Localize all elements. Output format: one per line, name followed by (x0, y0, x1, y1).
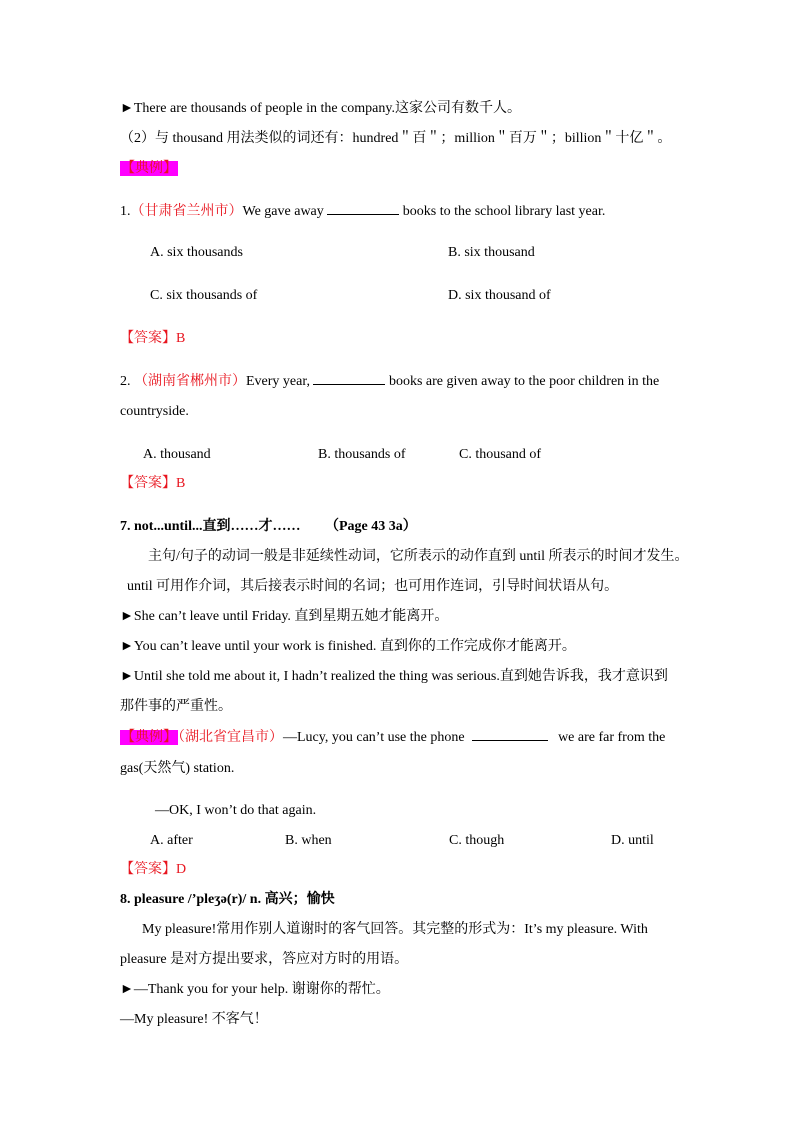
question-3 (120, 728, 665, 747)
option-a: A. six thousands (150, 245, 243, 260)
question-source: （湖南省郴州市） (134, 374, 246, 389)
explanation-1: 主句/句子的动词一般是非延续性动词，它所表示的动作直到 until 所表示的时间才发生。 (148, 549, 689, 564)
question-3-reply: —OK, I won’t do that again. (155, 803, 317, 818)
example-2: —My pleasure! 不客气！ (120, 1012, 268, 1027)
option-a: A. thousand (143, 447, 211, 462)
question-number: 2. (120, 374, 131, 389)
example-3-continued: 那件事的严重性。 (120, 699, 232, 714)
option-c: C. though (449, 833, 505, 848)
section-title: 7. not...until...直到……才…… (120, 519, 301, 534)
answer-1 (120, 330, 185, 348)
answer-2 (120, 475, 185, 493)
example-1: ►She can’t leave until Friday. 直到星期五她才能离开。 (120, 609, 449, 624)
answer-label: 【答案】 (120, 476, 176, 491)
example-sentence: ►There are thousands of people in the company.这家公司有数千人。 (120, 101, 521, 116)
question-1 (120, 202, 605, 221)
option-b: B. when (285, 833, 332, 848)
example-2: ►You can’t leave until your work is finished. 直到你的工作完成你才能离开。 (120, 639, 576, 654)
question-2 (120, 372, 659, 391)
example-tag-label: 【典例】 (121, 161, 177, 176)
option-a: A. after (150, 833, 193, 848)
page-reference: （Page 43 3a） (324, 519, 417, 534)
explanation-2: until 可用作介词，其后接表示时间的名词；也可用作连词，引导时间状语从句。 (127, 579, 619, 594)
option-d: D. until (611, 833, 654, 848)
question-source: （甘肃省兰州市） (130, 204, 243, 219)
question-number: 1. (120, 204, 131, 219)
option-c: C. thousand of (459, 447, 542, 462)
similar-words-note: （2）与 thousand 用法类似的词还有：hundred＂百＂；million＂百万＂；billion＂十亿＂。 (120, 131, 672, 146)
answer-blank[interactable] (327, 202, 399, 215)
question-2-continued: countryside. (120, 404, 189, 419)
question-stem-start: —Lucy, you can’t use the phone (283, 730, 465, 745)
answer-blank[interactable] (313, 372, 385, 385)
question-stem-end: books to the school library last year. (402, 204, 606, 219)
question-source: （湖北省宜昌市） (178, 730, 283, 745)
option-b: B. thousands of (318, 447, 406, 462)
example-tag-label: 【典例】 (121, 730, 177, 745)
answer-3 (120, 861, 186, 879)
section-8-heading: 8. pleasure /’pleʒə(r)/ n. 高兴；愉快 (120, 892, 335, 907)
example-tag (120, 160, 178, 178)
option-c: C. six thousands of (150, 288, 258, 303)
answer-value: B (176, 476, 186, 491)
question-stem-start: Every year, (246, 374, 310, 389)
answer-value: B (176, 331, 186, 346)
answer-label: 【答案】 (120, 331, 176, 346)
answer-label: 【答案】 (120, 862, 176, 877)
answer-blank[interactable] (472, 728, 548, 741)
explanation-2: pleasure 是对方提出要求，答应对方时的用语。 (120, 952, 409, 967)
example-3: ►Until she told me about it, I hadn’t realized the thing was serious.直到她告诉我，我才意识到 (120, 669, 668, 684)
section-7-heading (120, 518, 417, 536)
question-stem-end: books are given away to the poor children in the (388, 374, 660, 389)
explanation-1: My pleasure!常用作别人道谢时的客气回答。其完整的形式为：It’s my pleasure. With (142, 922, 648, 937)
question-stem-start: We gave away (242, 204, 324, 219)
question-stem-end: we are far from the (558, 730, 666, 745)
option-d: D. six thousand of (448, 288, 551, 303)
answer-value: D (176, 862, 187, 877)
question-3-continued: gas(天然气) station. (120, 761, 235, 776)
example-1: ►—Thank you for your help. 谢谢你的帮忙。 (120, 982, 390, 997)
option-b: B. six thousand (448, 245, 535, 260)
